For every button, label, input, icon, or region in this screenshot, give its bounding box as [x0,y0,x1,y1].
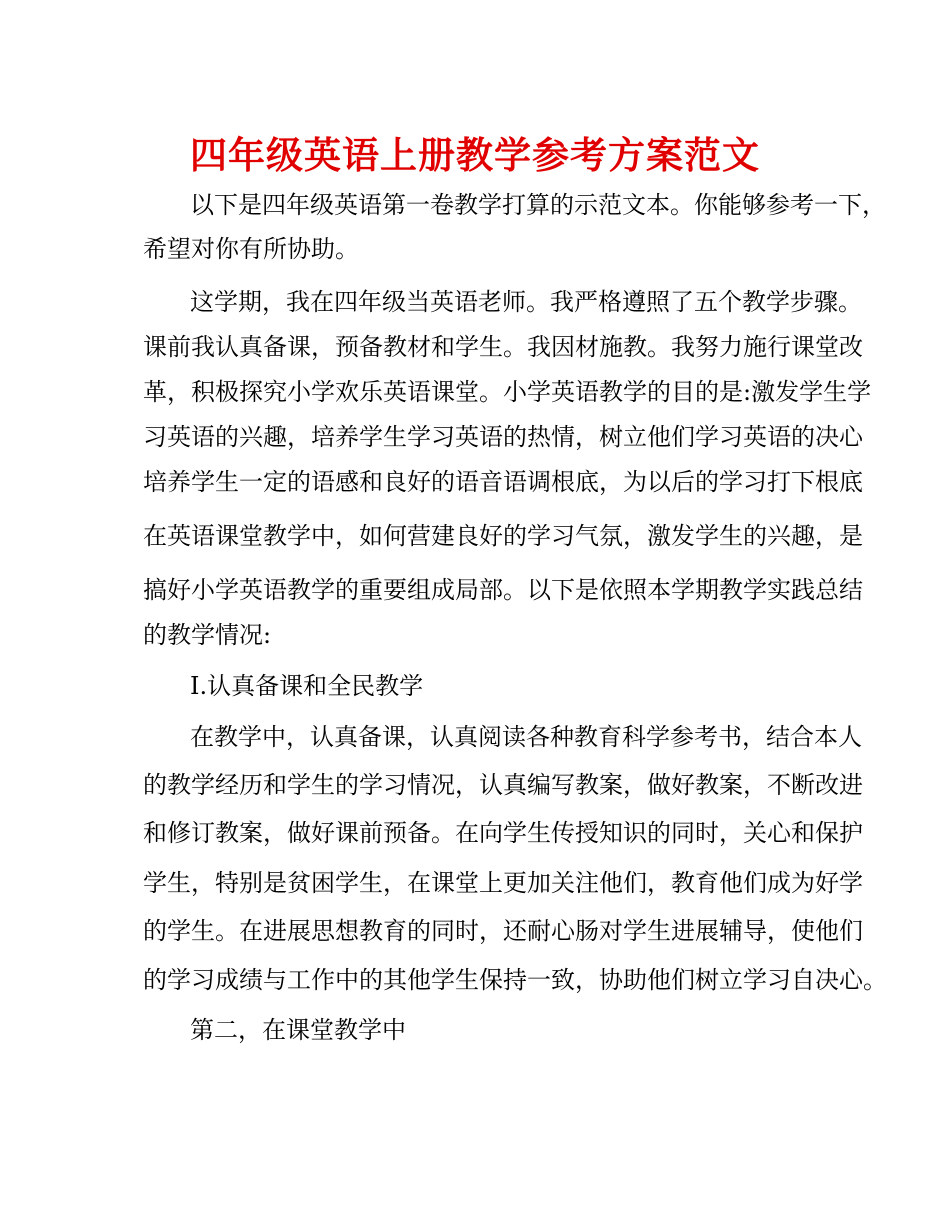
paragraph-line: 培养学生一定的语感和良好的语音语调根底，为以后的学习打下根底 [143,468,863,496]
paragraph-line: 希望对你有所协助。 [143,235,359,263]
paragraph-line: 学生，特别是贫困学生，在课堂上更加关注他们，教育他们成为好学 [143,869,863,897]
paragraph-line: 课前我认真备课，预备教材和学生。我因材施教。我努力施行课堂改 [143,333,863,361]
section-heading: Ⅰ.认真备课和全民教学 [190,672,424,700]
paragraph-line: 的教学经历和学生的学习情况，认真编写教案，做好教案，不断改进 [143,771,863,799]
paragraph-line: 的学生。在进展思想教育的同时，还耐心肠对学生进展辅导，使他们 [143,917,863,945]
paragraph-line: 在教学中，认真备课，认真阅读各种教育科学参考书，结合本人 [190,723,862,751]
paragraph-line: 以下是四年级英语第一卷教学打算的示范文本。你能够参考一下， [190,191,886,219]
paragraph-line: 的学习成绩与工作中的其他学生保持一致，协助他们树立学习自决心。 [143,966,887,994]
document-title: 四年级英语上册教学参考方案范文 [190,134,760,177]
section-heading: 第二，在课堂教学中 [190,1016,406,1044]
paragraph-line: 革，积极探究小学欢乐英语课堂。小学英语教学的目的是:激发学生学 [143,378,872,406]
paragraph-line: 和修订教案，做好课前预备。在向学生传授知识的同时，关心和保护 [143,819,863,847]
paragraph-line: 搞好小学英语教学的重要组成局部。以下是依照本学期教学实践总结 [143,576,863,604]
paragraph-line: 这学期，我在四年级当英语老师。我严格遵照了五个教学步骤。 [190,288,862,316]
paragraph-line: 的教学情况: [143,621,272,649]
paragraph-line: 在英语课堂教学中，如何营建良好的学习气氛，激发学生的兴趣，是 [143,522,863,550]
paragraph-line: 习英语的兴趣，培养学生学习英语的热情，树立他们学习英语的决心 [143,423,863,451]
